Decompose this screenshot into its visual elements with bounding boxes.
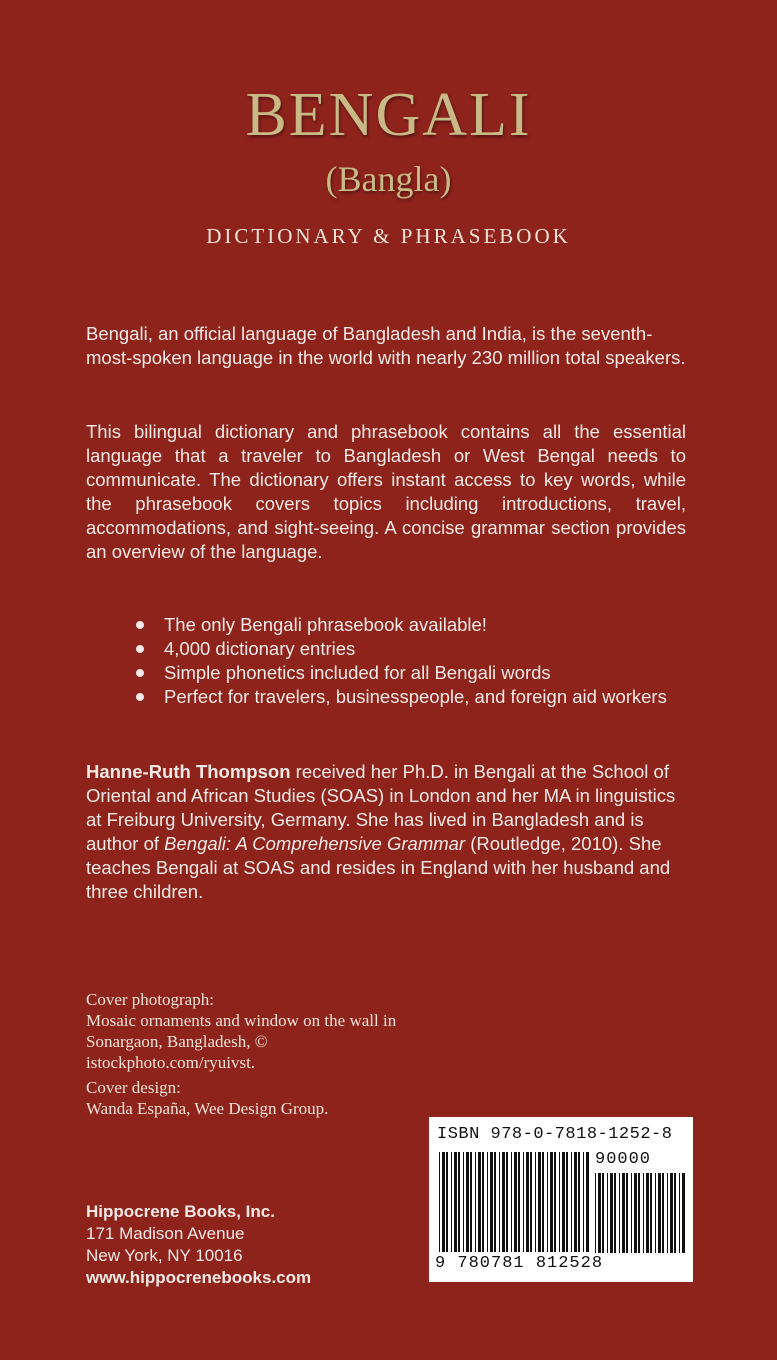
ean-digits: 9 780781 812528	[435, 1254, 604, 1273]
barcode-bar	[494, 1152, 496, 1252]
barcode-bar	[670, 1173, 673, 1253]
barcode-bar	[458, 1152, 460, 1252]
description-paragraph-2: This bilingual dictionary and phrasebook contains all the essential language that a traveler to Bangladesh or West Bengal needs to communicate. The dictionary offers instant access to key words, while the phrasebook covers topics including introductions, travel, accommodations, and sight-seeing. A concise grammar section provides an overview of the language.	[86, 421, 686, 562]
barcode-bar	[490, 1152, 493, 1252]
barcode-bar	[506, 1152, 508, 1252]
barcode-bar	[682, 1173, 685, 1253]
barcode-bar	[470, 1152, 472, 1252]
barcode-bar	[655, 1173, 656, 1253]
publisher-address-1: 171 Madison Avenue	[86, 1224, 245, 1243]
barcode-bar	[487, 1152, 488, 1252]
barcode-bar	[523, 1152, 524, 1252]
barcode-bar	[446, 1152, 448, 1252]
barcode-bar	[530, 1152, 532, 1252]
feature-item: Perfect for travelers, businesspeople, and foreign aid workers	[128, 685, 688, 709]
barcode-bar	[559, 1152, 560, 1252]
barcode-bar	[511, 1152, 512, 1252]
book-tagline: DICTIONARY & PHRASEBOOK	[206, 224, 571, 248]
barcode-bar	[578, 1152, 580, 1252]
feature-item: 4,000 dictionary entries	[128, 637, 688, 661]
barcode-bar	[610, 1173, 613, 1253]
barcode-bar	[674, 1173, 676, 1253]
barcode-bar	[566, 1152, 568, 1252]
barcode-bar	[679, 1173, 680, 1253]
barcode-bar	[662, 1173, 664, 1253]
barcode-bar	[535, 1152, 536, 1252]
barcode-bar	[518, 1152, 520, 1252]
barcode-bar	[602, 1173, 604, 1253]
barcode-bar	[614, 1173, 616, 1253]
description-paragraph-1: Bengali, an official language of Bangladesh and India, is the seventh-most-spoken language in the world with nearly 230 million total speakers.	[86, 323, 686, 368]
barcode-bar	[586, 1152, 589, 1252]
cover-photo-credit	[86, 989, 416, 1073]
barcode-bar	[526, 1152, 529, 1252]
price-code: 90000	[595, 1150, 652, 1169]
barcode-bar	[542, 1152, 544, 1252]
barcode-bar	[622, 1173, 625, 1253]
barcode-bar	[439, 1152, 440, 1252]
barcode-bar	[583, 1152, 584, 1252]
barcode-bar	[547, 1152, 548, 1252]
barcode-bar	[502, 1152, 505, 1252]
author-book-title: Bengali: A Comprehensive Grammar	[164, 833, 466, 854]
barcode-bar	[475, 1152, 476, 1252]
barcode-bar	[574, 1152, 577, 1252]
publisher-block	[86, 1201, 311, 1289]
barcode-bar	[466, 1152, 469, 1252]
feature-item: Simple phonetics included for all Bengali words	[128, 661, 688, 685]
cover-design-credit	[86, 1077, 416, 1119]
publisher-url: www.hippocrenebooks.com	[86, 1268, 312, 1287]
barcode-bar	[442, 1152, 445, 1252]
cover-design-label: Cover design:	[86, 1078, 181, 1097]
publisher-name: Hippocrene Books, Inc.	[86, 1202, 275, 1221]
barcode-bar	[643, 1173, 644, 1253]
barcode-bar	[482, 1152, 484, 1252]
barcode-bar	[454, 1152, 457, 1252]
barcode-bar	[598, 1173, 601, 1253]
barcode-addon-bars	[595, 1173, 685, 1253]
barcode-bar	[451, 1152, 452, 1252]
barcode-bar	[667, 1173, 668, 1253]
barcode-bar	[514, 1152, 517, 1252]
cover-photo-label: Cover photograph:	[86, 990, 214, 1009]
barcode-bar	[619, 1173, 620, 1253]
barcode-bar	[638, 1173, 640, 1253]
barcode-bar	[631, 1173, 632, 1253]
isbn-label: ISBN 978-0-7818-1252-8	[437, 1125, 673, 1144]
isbn-barcode	[429, 1117, 693, 1282]
barcode-bar	[571, 1152, 572, 1252]
barcode-bar	[554, 1152, 556, 1252]
barcode-main-bars	[439, 1152, 589, 1252]
barcode-bar	[626, 1173, 628, 1253]
barcode-bar	[562, 1152, 565, 1252]
barcode-bar	[595, 1173, 596, 1253]
feature-list	[128, 613, 688, 709]
barcode-bar	[478, 1152, 481, 1252]
barcode-bar	[463, 1152, 464, 1252]
author-bio	[86, 760, 686, 904]
barcode-bar	[650, 1173, 652, 1253]
book-title: BENGALI	[245, 81, 532, 149]
barcode-bar	[538, 1152, 541, 1252]
author-bio-text-1: received her Ph.D. in Bengali at the School of Oriental and African Studies (SOAS) in London and her MA in linguistics at Freiburg University, Germany. She has lived in Bangladesh and is author of	[86, 761, 676, 854]
publisher-address-2: New York, NY 10016	[86, 1246, 243, 1265]
barcode-bar	[646, 1173, 649, 1253]
cover-design-text: Wanda España, Wee Design Group.	[86, 1099, 329, 1118]
barcode-bar	[634, 1173, 637, 1253]
barcode-bar	[499, 1152, 500, 1252]
author-name: Hanne-Ruth Thompson	[86, 761, 291, 782]
book-subtitle: (Bangla)	[325, 159, 452, 199]
barcode-bar	[550, 1152, 553, 1252]
feature-item: The only Bengali phrasebook available!	[128, 613, 688, 637]
cover-photo-text: Mosaic ornaments and window on the wall in Sonargaon, Bangladesh, © istockphoto.com/ryuivst.	[86, 1011, 397, 1072]
barcode-bar	[607, 1173, 608, 1253]
barcode-bar	[658, 1173, 661, 1253]
author-bio-text-2: (Routledge, 2010). She teaches Bengali at SOAS and resides in England with her husband and three children.	[86, 833, 671, 902]
